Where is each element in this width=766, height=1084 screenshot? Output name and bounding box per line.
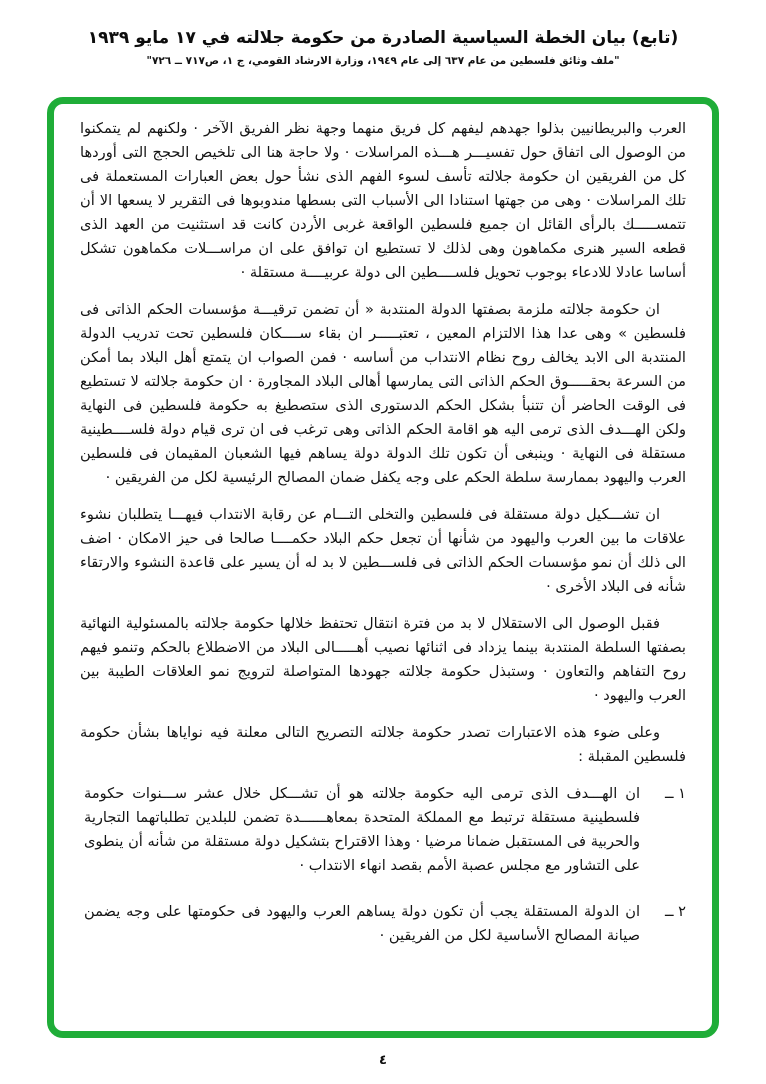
page-header (0, 0, 766, 67)
paragraph: العرب والبريطانيين بذلوا جهدهم ليفهم كل فريق منهما وجهة نظر الفريق الآخر · ولكنهم لم يتمكنوا من الوصول الى اتفاق حول تفسيـــر هـــذه المراسلات · ولا حاجة هنا الى تلخيص الحجج التى أوردها كل من الفريقين ان حكومة جلالته تأسف لسوء الفهم الذى نشأ حول بعض العبارات المستعملة فى تلك المراسلات · وهى من جهتها استنادا الى الأسباب التى بسطها مندوبوها فى التقرير لا يسعها الا أن تتمســـــك بالرأى القائل ان جميع فلسطين الواقعة غربى الأردن كانت قد استثنيت من العهد الذى قطعه السير هنرى مكماهون وهى لذلك لا تستطيع ان توافق على ان مراســـلات مكماهون تشكل أساسا عادلا للادعاء بوجوب تحويل فلســــطين الى دولة عربيــــة مستقلة · (80, 120, 686, 281)
paragraph: وعلى ضوء هذه الاعتبارات تصدر حكومة جلالته التصريح التالى معلنة فيه نواياها بشأن حكومة فلسطين المقبلة : (80, 724, 686, 765)
paragraph: فقبل الوصول الى الاستقلال لا بد من فترة انتقال تحتفظ خلالها حكومة جلالته بالمسئولية النهائية بصفتها السلطة المنتدبة بينما يزداد فى اثنائها نصيب أهـــــالى البلاد من الاضطلاع بالحكم وتنمو فيهم روح التفاهم والتعاون · وستبذل حكومة جلالته جهودها المتواصلة لترويج نمو العلاقات الطيبة بين العرب واليهود · (80, 615, 686, 704)
document-body (54, 104, 712, 948)
document-frame (47, 97, 719, 1038)
item-marker: ٢ ــ (664, 903, 686, 920)
list-item (80, 782, 686, 878)
numbered-list (80, 782, 686, 948)
page-title: (تابع) بيان الخطة السياسية الصادرة من حكومة جلالته في ١٧ مايو ١٩٣٩ (87, 28, 679, 48)
source-citation: "ملف وثائق فلسطين من عام ٦٣٧ إلى عام ١٩٤٩، وزارة الارشاد القومي، ج ١، ص٧١٧ ــ ٧٢٦" (146, 55, 620, 67)
paragraph: ان تشـــكيل دولة مستقلة فى فلسطين والتخلى التـــام عن رقابة الانتداب فيهـــا يتطلبان نشوء علاقات ما بين العرب واليهود من شأنها أن تجعل حكم البلاد حكمــــا صالحا فى حيز الامكان · اضف الى ذلك أن نمو مؤسسات الحكم الذاتى فى فلســـطين لا بد له أن يسير على قاعدة النشوء والارتقاء شأنه فى البلاد الأخرى · (80, 506, 686, 595)
page-footer (0, 1049, 766, 1068)
page-number: ٤ (379, 1053, 387, 1068)
paragraph: ان حكومة جلالته ملزمة بصفتها الدولة المنتدبة « أن تضمن ترقيـــة مؤسسات الحكم الذاتى فى فلسطين » وهى عدا هذا الالتزام المعين ، تعتبـــــر ان بقاء ســــكان فلسطين تحت تدريب الدولة المنتدبة الى الابد يخالف روح نظام الانتداب من أساسه · فمن الصواب ان يتمتع أهل البلاد بما أمكن من السرعة بحقـــــوق الحكم الذاتى التى يمارسها أهالى البلاد المجاورة · ان حكومة جلالته لا تستطيع فى الوقت الحاضر أن تتنبأ بشكل الحكم الدستورى الذى ستصطبغ به حكومة فلسطين فى النهاية ولكن الهـــدف الذى ترمى اليه هو اقامة الحكم الذاتى وهى ترغب فى ان ترى قيام دولة فلســــطينية مستقلة فى النهاية · وينبغى أن تكون تلك الدولة دولة يساهم فيها الشعبان المقيمان فى فلسطين العرب واليهود بممارسة سلطة الحكم على وجه يكفل ضمان المصالح الرئيسية لكل من الفريقين · (80, 301, 686, 486)
list-item (80, 900, 686, 948)
item-text: ان الهـــدف الذى ترمى اليه حكومة جلالته هو أن تشـــكل خلال عشر ســـنوات حكومة فلسطينية مستقلة ترتبط مع المملكة المتحدة بمعاهــــــدة تضمن للبلدين تطلباتهما التجارية والحربية فى المستقبل ضمانا مرضيا · وهذا الاقتراح بتشكيل دولة مستقلة من شأنه أن ينطوى على التشاور مع مجلس عصبة الأمم بقصد انهاء الانتداب · (84, 785, 640, 874)
item-marker: ١ ــ (664, 785, 686, 802)
item-text: ان الدولة المستقلة يجب أن تكون دولة يساهم العرب واليهود فى حكومتها على وجه يضمن صيانة المصالح الأساسية لكل من الفريقين · (84, 903, 640, 944)
